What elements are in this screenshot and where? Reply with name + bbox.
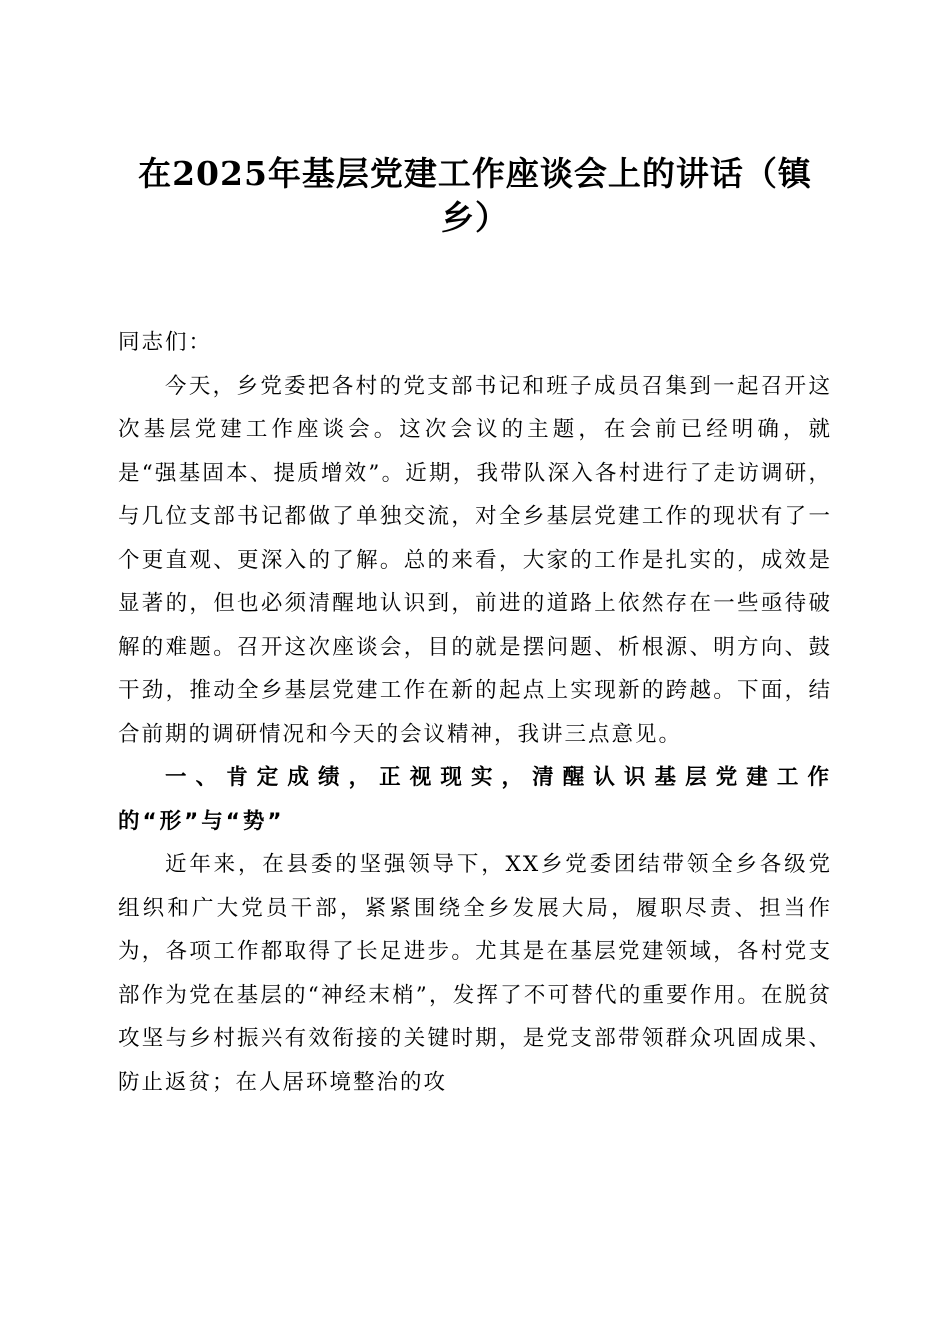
section-1-paragraph: 近年来，在县委的坚强领导下，XX乡党委团结带领全乡各级党组织和广大党员干部，紧紧围绕全乡发展大局，履职尽责、担当作为，各项工作都取得了长足进步。尤其是在基层党建领域，各村党支部作为党在基层的“神经末梢”，发挥了不可替代的重要作用。在脱贫攻坚与乡村振兴有效衔接的关键时期，是党支部带领群众巩固成果、防止返贫；在人居环境整治的攻 xyxy=(118,852,832,1095)
document-title: 在2025年基层党建工作座谈会上的讲话（镇乡） xyxy=(138,154,812,237)
document-body xyxy=(118,321,832,1104)
section-heading-1: 一、肯定成绩，正视现实，清醒认识基层党建工作的“形”与“势” xyxy=(118,765,832,834)
salutation: 同志们： xyxy=(118,330,213,355)
intro-paragraph: 今天，乡党委把各村的党支部书记和班子成员召集到一起召开这次基层党建工作座谈会。这次会议的主题，在会前已经明确，就是“强基固本、提质增效”。近期，我带队深入各村进行了走访调研，与几位支部书记都做了单独交流，对全乡基层党建工作的现状有了一个更直观、更深入的了解。总的来看，大家的工作是扎实的，成效是显著的，但也必须清醒地认识到，前进的道路上依然存在一些亟待破解的难题。召开这次座谈会，目的就是摆问题、析根源、明方向、鼓干劲，推动全乡基层党建工作在新的起点上实现新的跨越。下面，结合前期的调研情况和今天的会议精神，我讲三点意见。 xyxy=(118,373,832,747)
